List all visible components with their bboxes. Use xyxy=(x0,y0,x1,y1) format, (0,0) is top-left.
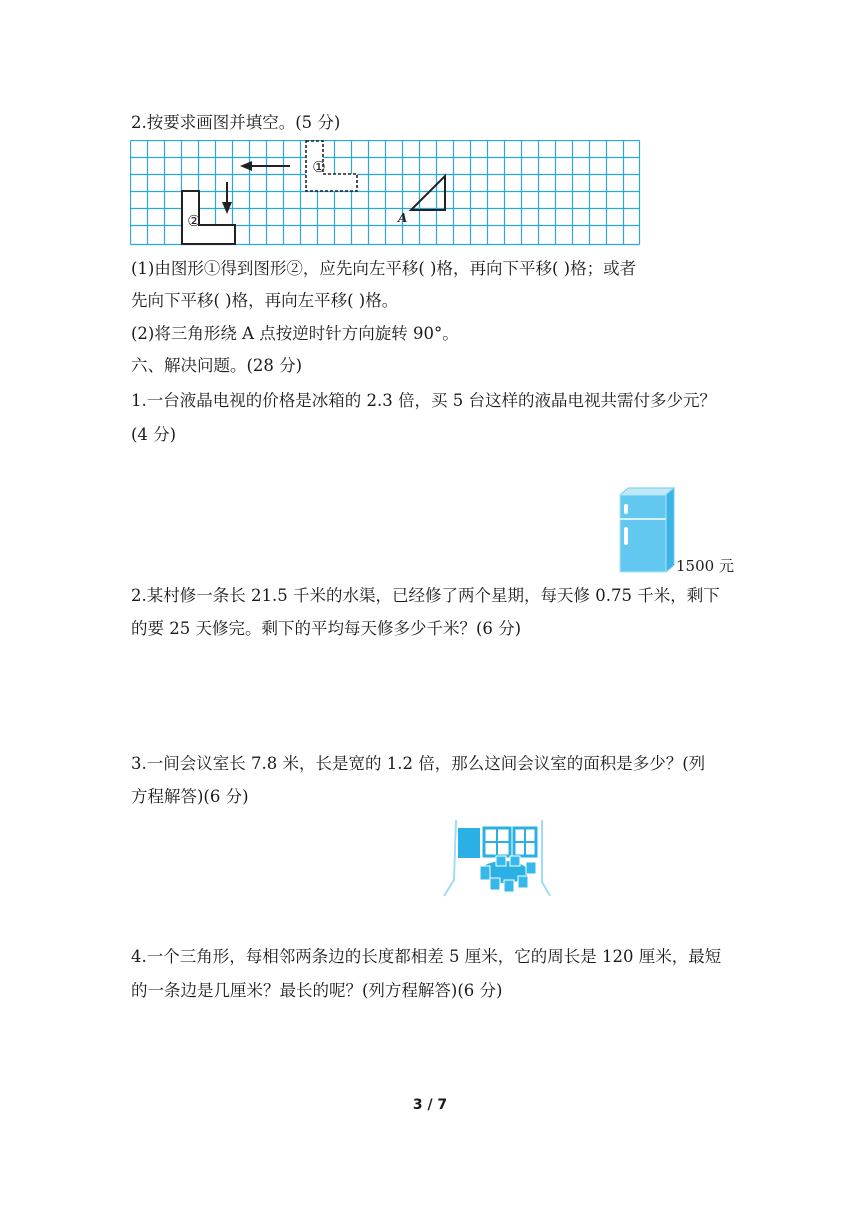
down-arrow xyxy=(222,182,232,214)
drawing-grid xyxy=(130,140,642,250)
question-2-title: 2.按要求画图并填空。(5 分) xyxy=(131,113,341,132)
point-a-label: A xyxy=(398,211,408,225)
problem-2-line-2: 的要 25 天修完。剩下的平均每天修多少千米？(6 分) xyxy=(131,619,522,638)
meeting-room-image xyxy=(442,816,552,902)
problem-1-line-1: 1.一台液晶电视的价格是冰箱的 2.3 倍，买 5 台这样的液晶电视共需付多少元？ xyxy=(131,391,716,410)
problem-3-line-2: 方程解答)(6 分) xyxy=(131,787,249,806)
problem-4-line-2: 的一条边是几厘米？最长的呢？(列方程解答)(6 分) xyxy=(131,981,503,1000)
sub-question-2: (2)将三角形绕 A 点按逆时针方向旋转 90°。 xyxy=(131,324,459,343)
sub-question-1-line-1: (1)由图形①得到图形②，应先向左平移( )格，再向下平移( )格；或者 xyxy=(131,259,637,278)
section-6-title: 六、解决问题。(28 分) xyxy=(131,356,303,375)
fridge-price-label: 1500 元 xyxy=(676,557,734,575)
problem-2-line-1: 2.某村修一条长 21.5 千米的水渠，已经修了两个星期，每天修 0.75 千米，剩下 xyxy=(131,586,720,605)
refrigerator-image xyxy=(618,487,676,577)
page-number: 3 / 7 xyxy=(412,1097,448,1113)
sub-question-1-line-2: 先向下平移( )格，再向左平移( )格。 xyxy=(131,291,399,310)
shape-2-label: ② xyxy=(187,212,201,230)
shape-1-label: ① xyxy=(312,158,326,176)
triangle xyxy=(411,176,445,210)
left-arrow xyxy=(240,161,290,171)
problem-1-line-2: (4 分) xyxy=(131,425,177,444)
problem-4-line-1: 4.一个三角形，每相邻两条边的长度都相差 5 厘米，它的周长是 120 厘米，最短 xyxy=(131,947,722,966)
problem-3-line-1: 3.一间会议室长 7.8 米，长是宽的 1.2 倍，那么这间会议室的面积是多少？(列 xyxy=(131,754,706,773)
